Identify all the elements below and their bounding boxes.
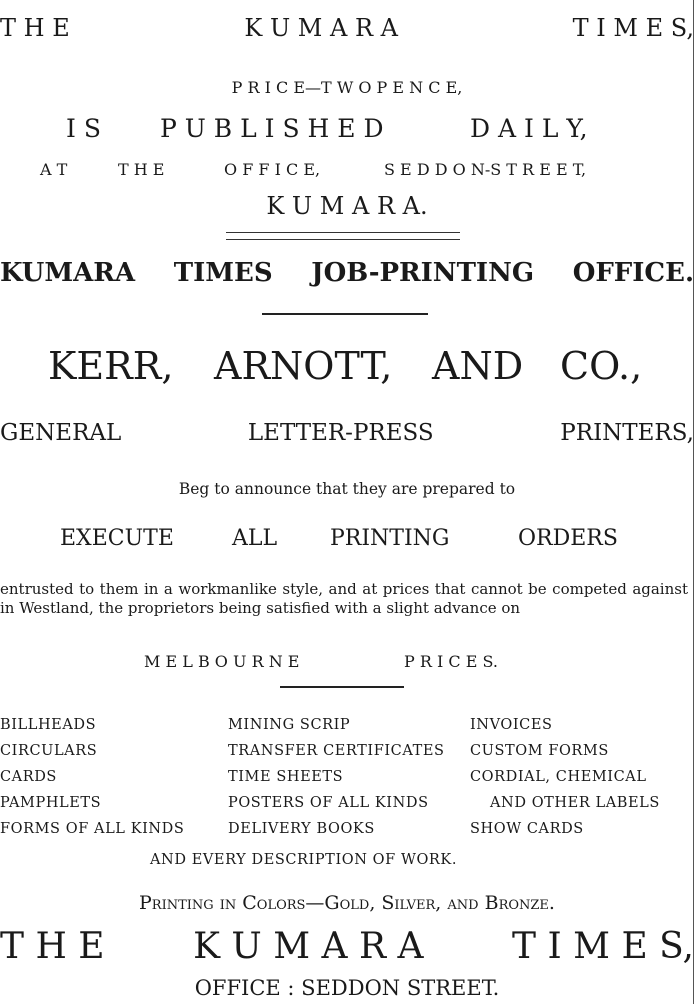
item-cell: SHOW CARDS: [470, 821, 584, 837]
item-cell: PAMPHLETS: [0, 795, 102, 811]
masthead-word: T H E: [0, 14, 70, 42]
masthead-word: T I M E S,: [572, 14, 694, 42]
item-cell: MINING SCRIP: [228, 717, 351, 733]
published-word: D A I L Y,: [470, 114, 588, 143]
firm-word: ARNOTT,: [214, 344, 393, 388]
execute-word: EXECUTE: [60, 526, 174, 551]
job-word: JOB-PRINTING: [311, 258, 535, 288]
item-cell: CORDIAL, CHEMICAL: [470, 769, 647, 785]
office-word: A T: [40, 160, 68, 179]
office-word: O F F I C E,: [224, 160, 321, 179]
trade-heading: [0, 420, 694, 446]
masthead-bottom: [0, 926, 694, 967]
trade-word: PRINTERS,: [560, 420, 694, 446]
item-cell: AND OTHER LABELS: [490, 795, 660, 811]
item-cell: CIRCULARS: [0, 743, 98, 759]
item-cell: DELIVERY BOOKS: [228, 821, 375, 837]
items-list: [0, 712, 694, 842]
item-cell: POSTERS OF ALL KINDS: [228, 795, 429, 811]
execute-word: ALL: [232, 526, 278, 551]
masthead-word: T H E: [0, 926, 105, 967]
every-text: AND EVERY DESCRIPTION OF WORK.: [150, 852, 458, 868]
job-word: TIMES: [173, 258, 273, 288]
list-item: [0, 816, 694, 842]
item-cell: INVOICES: [470, 717, 553, 733]
column-rule: [693, 0, 694, 1004]
body-paragraph: entrusted to them in a workmanlike style, and at prices that cannot be competed against in Westland, the proprietors being satisfied with a slight advance on: [0, 580, 688, 617]
item-cell: FORMS OF ALL KINDS: [0, 821, 185, 837]
list-item: [0, 738, 694, 764]
price-line: P R I C E—T W O P E N C E,: [231, 78, 463, 97]
town-line: K U M A R A.: [266, 192, 428, 220]
item-cell: BILLHEADS: [0, 717, 97, 733]
announce-line: Beg to announce that they are prepared to: [178, 480, 516, 498]
item-cell: TRANSFER CERTIFICATES: [228, 743, 445, 759]
execute-word: PRINTING: [330, 526, 450, 551]
masthead-top: [0, 14, 694, 42]
trade-word: GENERAL: [0, 420, 122, 446]
list-item: [0, 764, 694, 790]
ornamental-rule: [226, 232, 460, 240]
job-word: KUMARA: [0, 258, 136, 288]
firm-word: AND: [432, 344, 524, 388]
office-word: S E D D O N-S T R E E T,: [384, 160, 587, 179]
masthead-word: K U M A R A: [244, 14, 398, 42]
office-word: T H E: [118, 160, 165, 179]
divider-rule: [280, 686, 404, 688]
masthead-word: K U M A R A: [193, 926, 424, 967]
item-cell: CUSTOM FORMS: [470, 743, 609, 759]
firm-word: CO.,: [560, 344, 643, 388]
firm-word: KERR,: [48, 344, 174, 388]
trade-word: LETTER-PRESS: [247, 420, 434, 446]
melbourne-word: P R I C E S.: [404, 652, 498, 671]
divider-rule: [262, 313, 428, 315]
published-word: P U B L I S H E D: [160, 114, 384, 143]
job-word: OFFICE.: [572, 258, 694, 288]
list-item: [0, 790, 694, 816]
melbourne-word: M E L B O U R N E: [144, 652, 300, 671]
job-office-heading: [0, 258, 694, 288]
office-bottom-line: OFFICE : SEDDON STREET.: [194, 976, 500, 1000]
item-cell: TIME SHEETS: [228, 769, 344, 785]
list-item: [0, 712, 694, 738]
execute-word: ORDERS: [518, 526, 618, 551]
item-cell: CARDS: [0, 769, 57, 785]
masthead-word: T I M E S,: [512, 926, 694, 967]
published-word: I S: [66, 114, 101, 143]
colors-line: Printing in Colors—Gold, Silver, and Bronze.: [139, 892, 555, 914]
